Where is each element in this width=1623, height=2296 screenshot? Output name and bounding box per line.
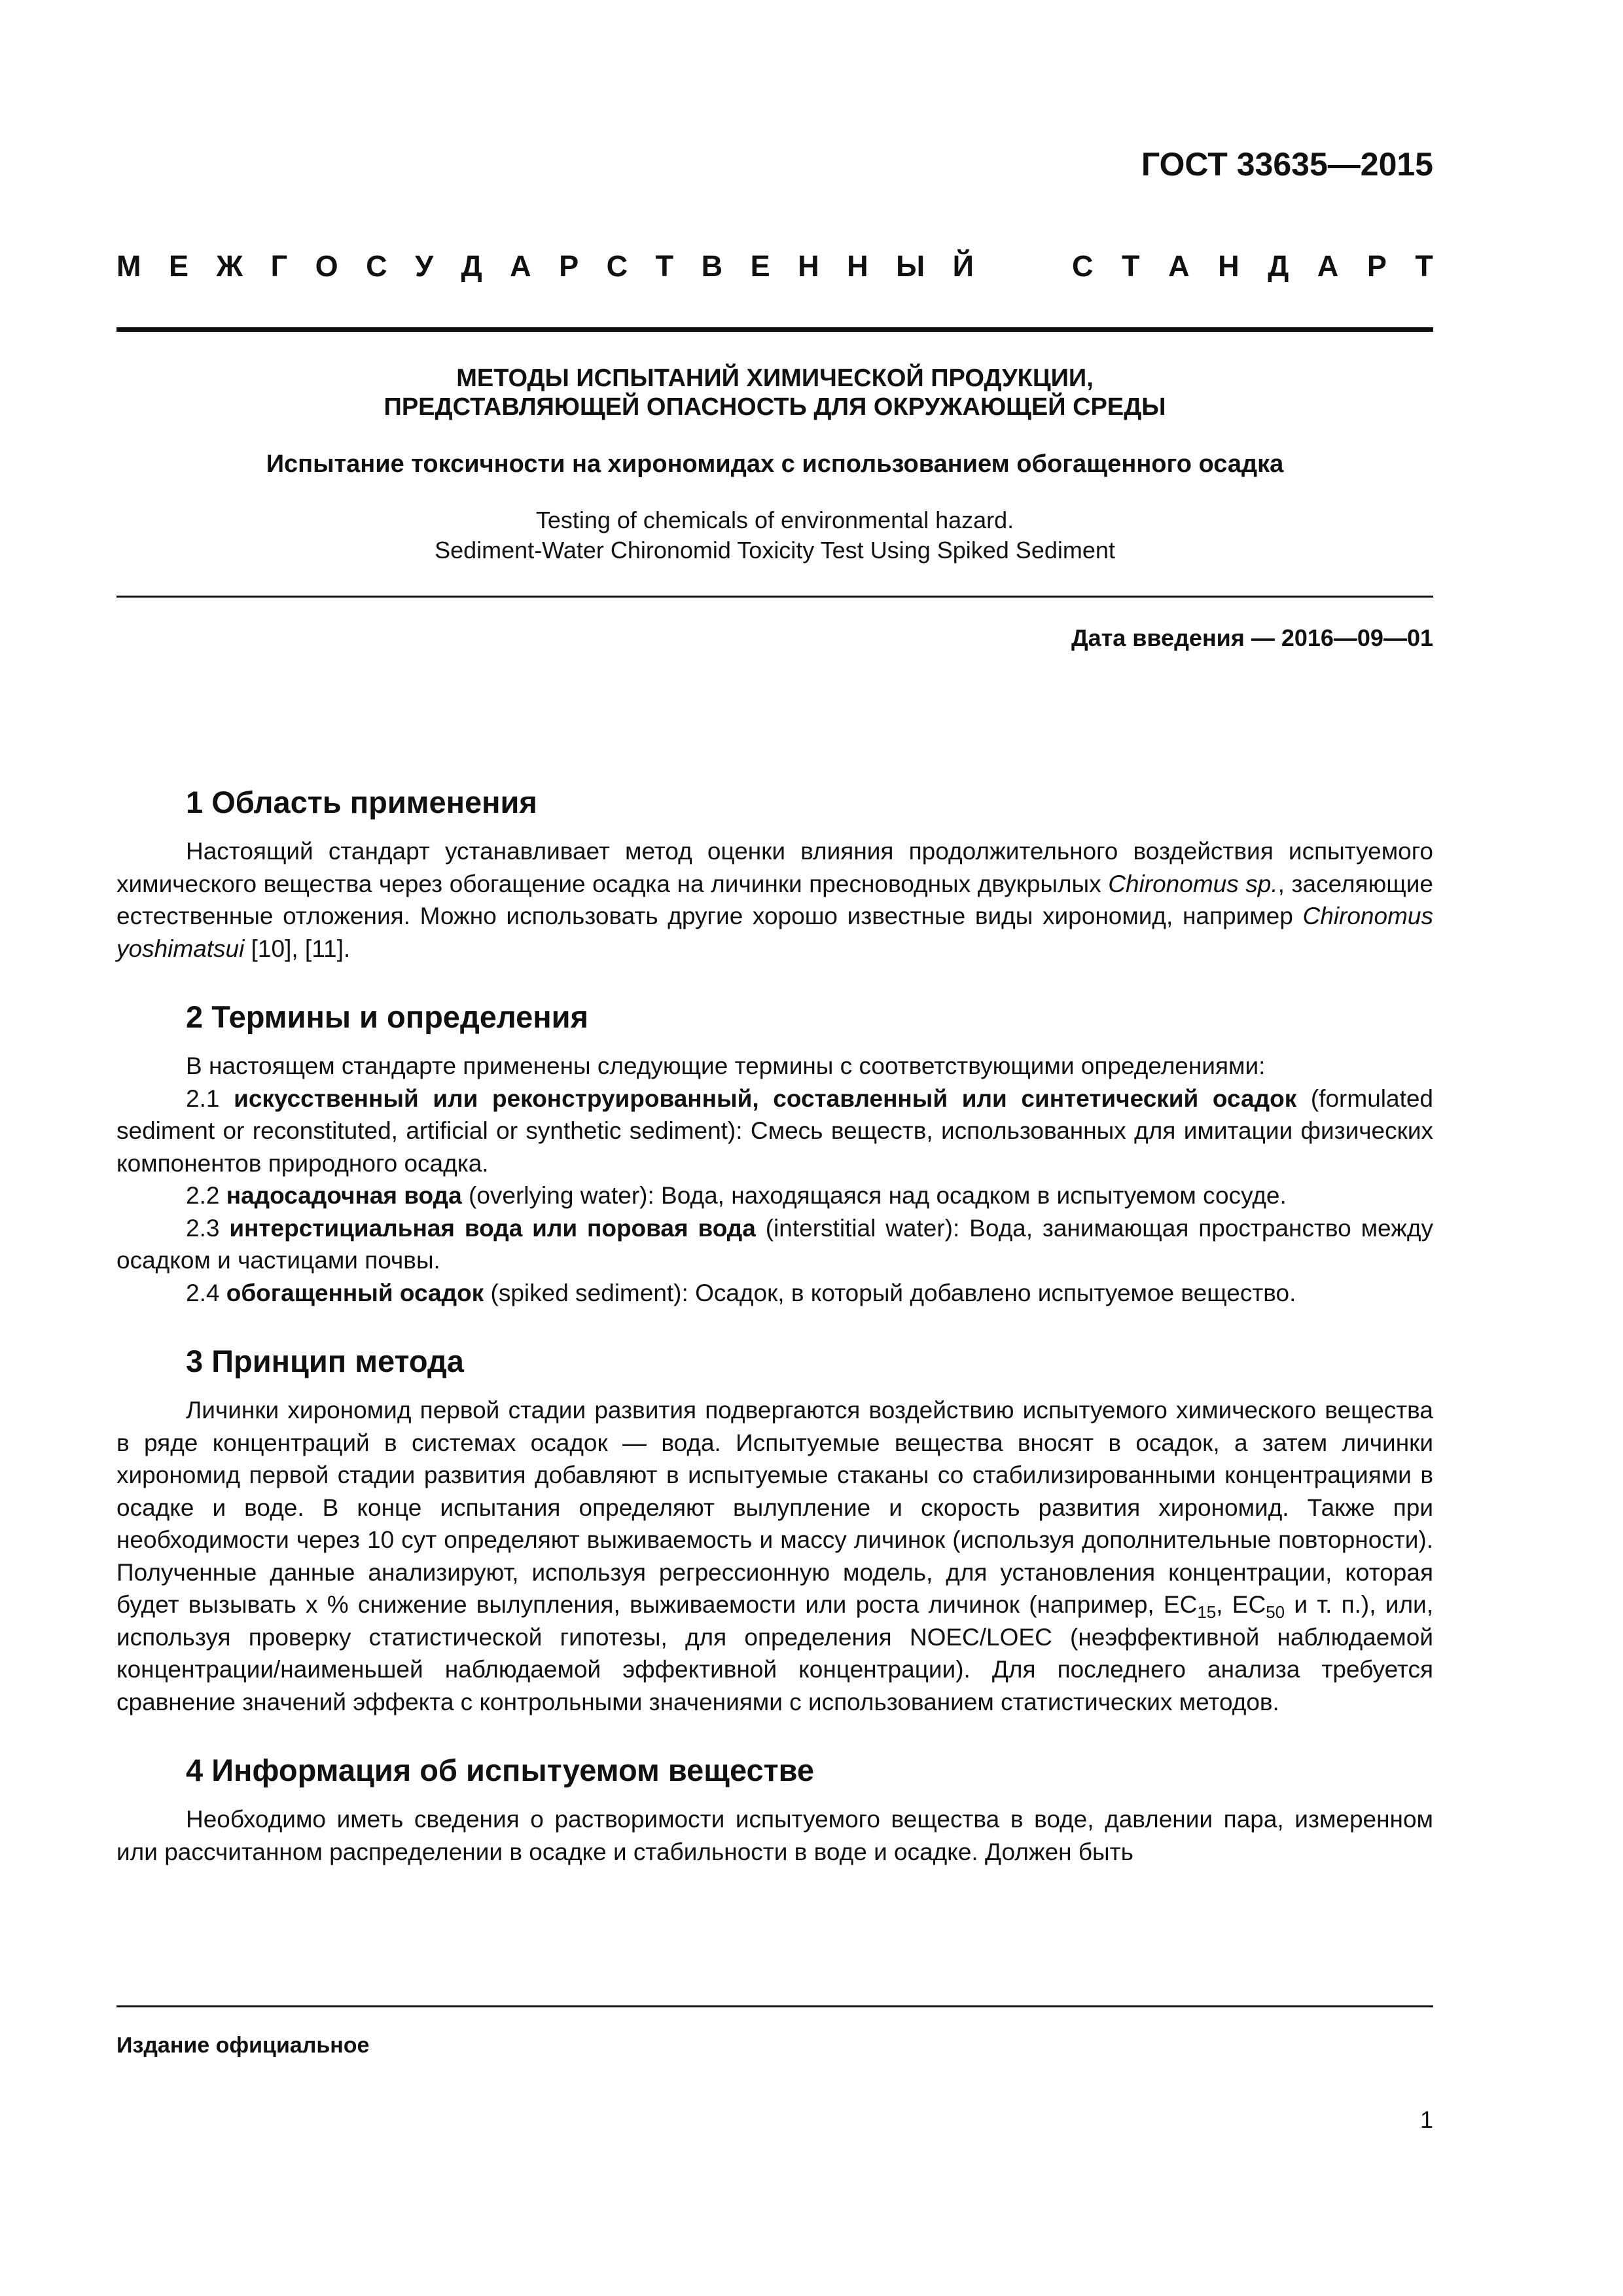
banner-letter: Р [559,249,579,283]
text-run: , EC [1216,1591,1266,1618]
document-title [116,364,1433,422]
definition-term: интерстициальная вода или поровая вода [229,1214,756,1242]
definition-item [116,1179,1433,1212]
section-substance-info [116,1751,1433,1868]
gost-number: ГОСТ 33635—2015 [1141,146,1433,183]
banner-word-interstate [116,249,974,283]
banner-letter: Н [798,249,819,283]
document-body [116,783,1433,1868]
title-line-2: ПРЕДСТАВЛЯЮЩЕЙ ОПАСНОСТЬ ДЛЯ ОКРУЖАЮЩЕЙ СРЕДЫ [383,393,1166,421]
banner-word-standard [1072,249,1433,283]
species-name: Chironomus yoshimatsui [116,903,1433,962]
definition-term: надосадочная вода [226,1182,462,1209]
section-heading: 1 Область применения [186,785,537,819]
definition-number: 2.1 [186,1085,234,1112]
section-heading: 4 Информация об испытуемом веществе [186,1753,815,1787]
subscript: 50 [1266,1602,1285,1622]
banner-letter: А [1317,249,1339,283]
banner-letter: Ы [896,249,925,283]
text-run: Личинки хирономид первой стадии развития подвергаются воздействию испытуемого химического вещества в ряде концентраций в системах осадок — вода. Испытуемые вещества вносят в осадок, а затем личинки хирономид первой стадии развития добавляют в испытуемые стаканы со стабилизированными концентрациями в осадке и воде. В конце испытания определяют вылупление и скорость развития хирономид. Также при необходимости через 10 сут определяют выживаемость и массу личинок (используя дополнительные повторности). Полученные данные анализируют, используя регрессионную модель, для установления концентрации, которая будет вызывать x % снижение вылупления, выживаемости или роста личинок (например, EC [116,1397,1433,1618]
definition-number: 2.2 [186,1182,226,1209]
paragraph: В настоящем стандарте применены следующие термины с соответствующими определениями: [186,1052,1266,1079]
text-run: [10], [11]. [244,935,351,962]
definition-text: (overlying water): Вода, находящаяся над осадком в испытуемом сосуде. [461,1182,1287,1209]
english-title-line-2: Sediment-Water Chironomid Toxicity Test Using Spiked Sediment [435,537,1115,564]
banner-letter: Ж [216,249,243,283]
text-run: и т. п.), или, используя проверку статистической гипотезы, для определения NOEC/LOEC (неэффективной наблюдаемой концентрации/наименьшей наблюдаемой эффективной концентрации). Для последнего анализа требуется сравнение значений эффекта с контрольными значениями с использованием статистических методов. [116,1591,1433,1715]
banner-letter: Т [1415,249,1433,283]
banner-letter: В [701,249,723,283]
banner-letter: С [366,249,387,283]
section-principle [116,1342,1433,1718]
banner-letter: Н [1218,249,1240,283]
banner-letter: Д [1268,249,1289,283]
paragraph [116,835,1433,965]
introduction-date: Дата введения — 2016—09—01 [1071,624,1433,651]
banner-letter: Е [168,249,188,283]
definition-item [116,1083,1433,1180]
banner-letter: Й [952,249,974,283]
definition-item [116,1277,1433,1310]
document-subtitle: Испытание токсичности на хирономидах с использованием обогащенного осадка [266,450,1284,478]
definition-number: 2.4 [186,1279,226,1306]
english-title [116,505,1433,565]
banner-letter: Г [270,249,288,283]
banner-letter: С [1072,249,1094,283]
title-line-1: МЕТОДЫ ИСПЫТАНИЙ ХИМИЧЕСКОЙ ПРОДУКЦИИ, [456,365,1094,392]
header-divider [116,327,1433,332]
banner-letter: О [315,249,338,283]
section-heading: 3 Принцип метода [186,1344,464,1378]
banner-letter: У [415,249,434,283]
definition-text: (spiked sediment): Осадок, в который добавлено испытуемое вещество. [484,1279,1296,1306]
text-run: , заселяющие естественные отложения. Можно использовать другие хорошо известные виды хирономид, например [116,870,1433,929]
section-scope [116,783,1433,965]
definition-item [116,1212,1433,1277]
english-title-line-1: Testing of chemicals of environmental hazard. [535,507,1014,533]
banner-letter: Е [750,249,770,283]
edition-label: Издание официальное [116,2033,370,2058]
text-run: Настоящий стандарт устанавливает метод оценки влияния продолжительного воздействия испытуемого химического вещества через обогащение осадка на личинки пресноводных двукрылых [116,838,1433,897]
banner-letter: Д [461,249,482,283]
banner-letter: Р [1366,249,1387,283]
banner-letter: А [1168,249,1190,283]
definition-number: 2.3 [186,1214,230,1242]
footer-divider [116,2005,1433,2007]
title-divider [116,596,1433,598]
section-terms [116,997,1433,1309]
paragraph: Необходимо иметь сведения о растворимости испытуемого вещества в воде, давлении пара, измеренном или рассчитанном распределении в осадке и стабильности в воде и осадке. Должен быть [116,1806,1433,1865]
banner-letter: Н [847,249,868,283]
subscript: 15 [1197,1602,1217,1622]
definition-term: искусственный или реконструированный, составленный или синтетический осадок [234,1085,1297,1112]
banner-letter: Т [1122,249,1140,283]
banner-letter: С [606,249,628,283]
page-number: 1 [1419,2106,1433,2133]
banner-letter: М [116,249,141,283]
paragraph [116,1394,1433,1718]
section-heading: 2 Термины и определения [186,999,588,1034]
definition-text: (formulated sediment or reconstituted, artificial or synthetic sediment): Смесь веществ, использованных для имитации физических компонентов природного осадка. [116,1085,1434,1177]
standard-type-banner [116,243,1433,289]
definition-term: обогащенный осадок [226,1279,484,1306]
definition-text: (interstitial water): Вода, занимающая пространство между осадком и частицами почвы. [116,1214,1434,1274]
banner-letter: Т [655,249,674,283]
banner-letter: А [510,249,531,283]
document-page [116,0,1433,2296]
species-name: Chironomus sp. [1108,870,1278,897]
